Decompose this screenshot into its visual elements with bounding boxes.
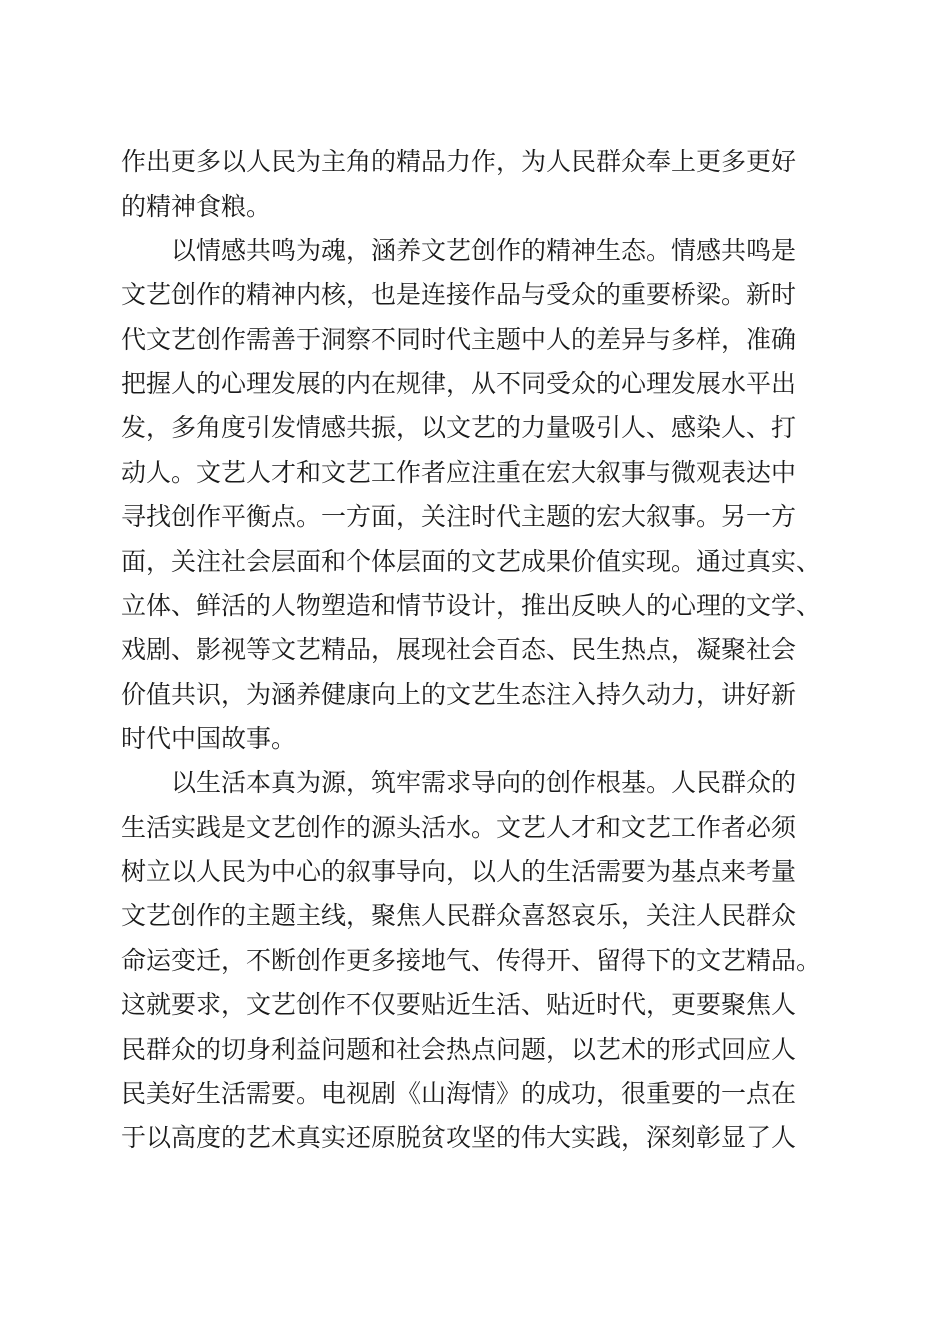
text-line: 面，关注社会层面和个体层面的文艺成果价值实现。通过真实、 <box>121 547 822 576</box>
text-line: 立体、鲜活的人物塑造和情节设计，推出反映人的心理的文学、 <box>121 591 822 620</box>
text-line: 寻找创作平衡点。一方面，关注时代主题的宏大叙事。另一方 <box>121 502 797 531</box>
text-line: 文艺创作的精神内核，也是连接作品与受众的重要桥梁。新时 <box>121 280 797 309</box>
text-line: 这就要求，文艺创作不仅要贴近生活、贴近时代，更要聚焦人 <box>121 990 797 1019</box>
text-line: 发，多角度引发情感共振，以文艺的力量吸引人、感染人、打 <box>121 413 797 442</box>
text-line: 把握人的心理发展的内在规律，从不同受众的心理发展水平出 <box>121 369 797 398</box>
text-line: 文艺创作的主题主线，聚焦人民群众喜怒哀乐，关注人民群众 <box>121 901 797 930</box>
text-line: 以生活本真为源，筑牢需求导向的创作根基。人民群众的 <box>171 768 797 797</box>
text-line: 命运变迁，不断创作更多接地气、传得开、留得下的文艺精品。 <box>121 946 822 975</box>
text-line: 价值共识，为涵养健康向上的文艺生态注入持久动力，讲好新 <box>121 680 797 709</box>
text-line: 代文艺创作需善于洞察不同时代主题中人的差异与多样，准确 <box>121 325 797 354</box>
text-line: 树立以人民为中心的叙事导向，以人的生活需要为基点来考量 <box>121 857 797 886</box>
text-line: 动人。文艺人才和文艺工作者应注重在宏大叙事与微观表达中 <box>121 458 797 487</box>
text-line: 民群众的切身利益问题和社会热点问题，以艺术的形式回应人 <box>121 1035 797 1064</box>
text-line: 以情感共鸣为魂，涵养文艺创作的精神生态。情感共鸣是 <box>171 236 797 265</box>
text-line: 时代中国故事。 <box>121 724 297 753</box>
text-line: 生活实践是文艺创作的源头活水。文艺人才和文艺工作者必须 <box>121 813 797 842</box>
text-line: 民美好生活需要。电视剧《山海情》的成功，很重要的一点在 <box>121 1079 797 1108</box>
text-line: 于以高度的艺术真实还原脱贫攻坚的伟大实践，深刻彰显了人 <box>121 1123 797 1152</box>
text-line: 作出更多以人民为主角的精品力作，为人民群众奉上更多更好 <box>121 147 797 176</box>
text-line: 戏剧、影视等文艺精品，展现社会百态、民生热点，凝聚社会 <box>121 635 797 664</box>
text-line: 的精神食粮。 <box>121 192 272 221</box>
